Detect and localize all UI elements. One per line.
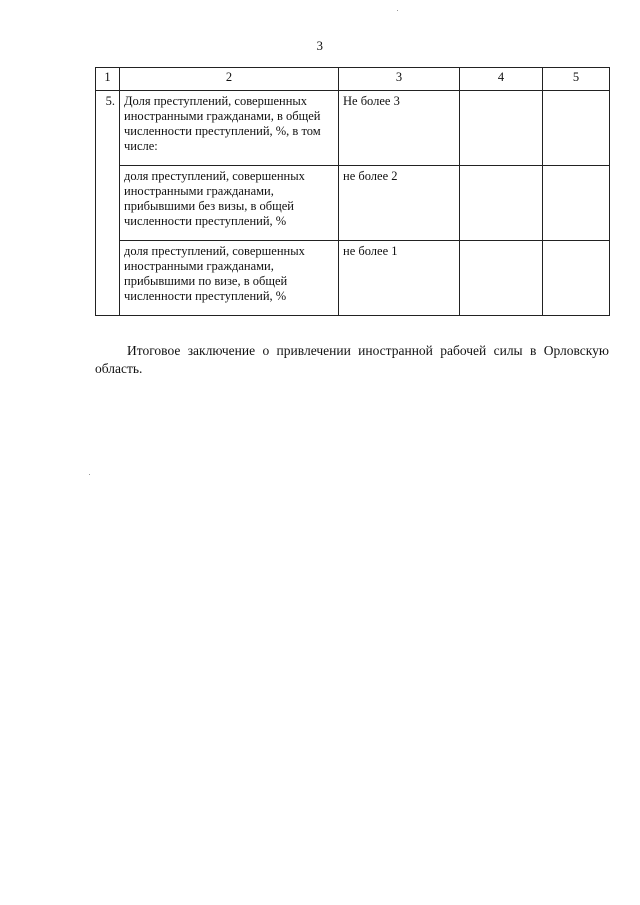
header-col-4: 4 <box>460 68 543 91</box>
row-col4 <box>460 241 543 316</box>
row-value: не более 2 <box>339 166 460 241</box>
table-row <box>96 241 610 316</box>
header-col-2: 2 <box>120 68 339 91</box>
scan-speck <box>89 474 90 475</box>
scan-speck <box>397 10 398 11</box>
row-description: доля преступлений, совершенных иностранными гражданами, прибывшими без визы, в общей численности преступлений, % <box>120 166 339 241</box>
page-number: 3 <box>316 38 324 53</box>
row-value: Не более 3 <box>339 91 460 166</box>
header-col-3: 3 <box>339 68 460 91</box>
conclusion-paragraph: Итоговое заключение о привлечении иностранной рабочей силы в Орловскую область. <box>95 343 609 376</box>
table-row <box>96 91 610 166</box>
row-col5 <box>543 91 610 166</box>
row-description: доля преступлений, совершенных иностранными гражданами, прибывшими по визе, в общей численности преступлений, % <box>120 241 339 316</box>
header-col-1: 1 <box>96 68 120 91</box>
row-col4 <box>460 91 543 166</box>
row-description: Доля преступлений, совершенных иностранными гражданами, в общей численности преступлений, %, в том числе: <box>120 91 339 166</box>
header-col-5: 5 <box>543 68 610 91</box>
table-row <box>96 166 610 241</box>
row-col5 <box>543 166 610 241</box>
indicators-table <box>95 67 610 316</box>
table-header-row <box>96 68 610 91</box>
row-number: 5. <box>96 91 120 316</box>
row-col5 <box>543 241 610 316</box>
row-value: не более 1 <box>339 241 460 316</box>
row-col4 <box>460 166 543 241</box>
